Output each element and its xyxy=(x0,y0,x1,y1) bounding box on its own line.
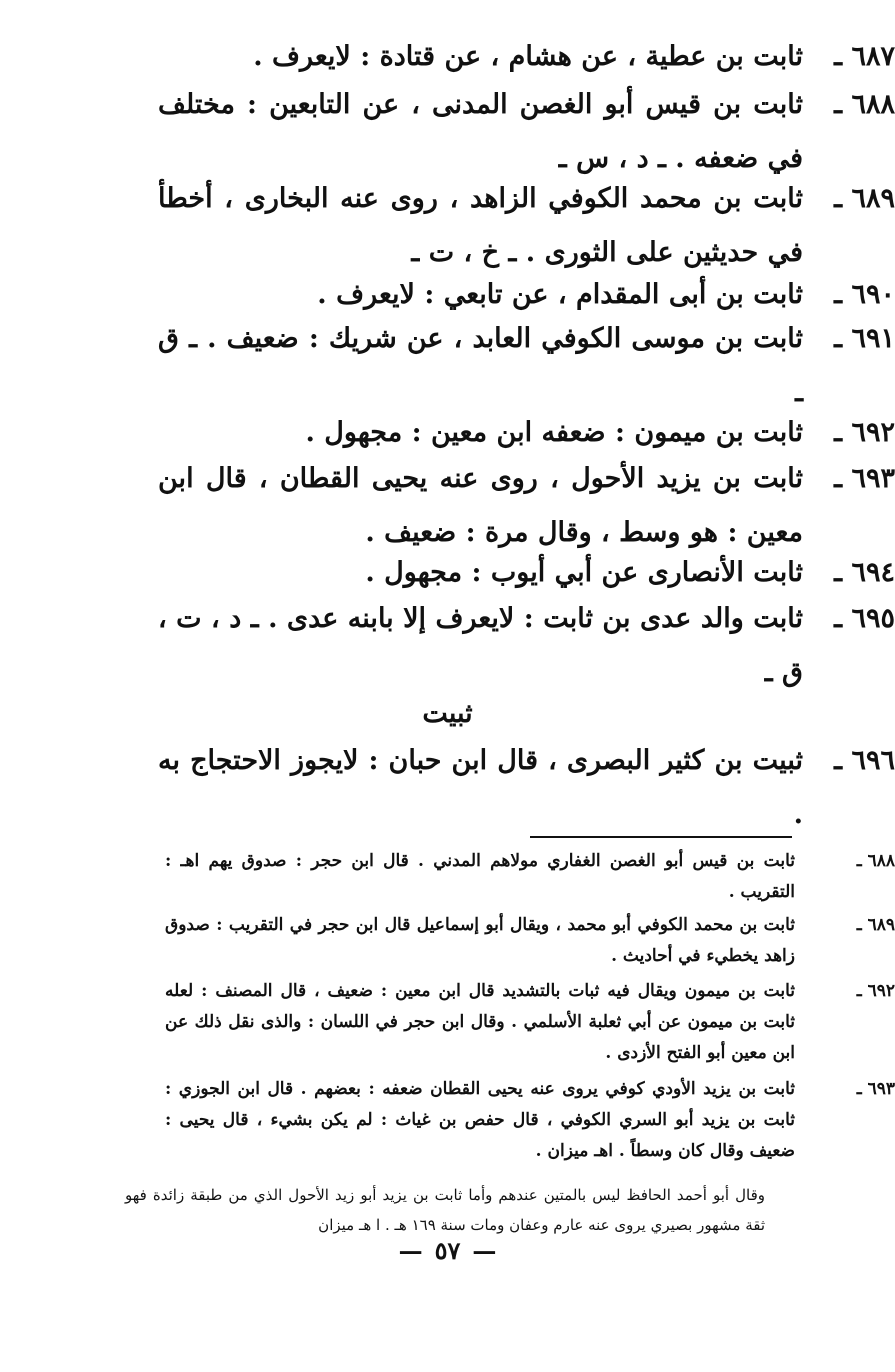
entry-687 xyxy=(158,30,895,84)
entry-689 xyxy=(158,172,895,280)
page-number xyxy=(0,1236,895,1265)
footnote-688 xyxy=(165,846,895,908)
entry-text: ثابت بن يزيد الأحول ، روى عنه يحيى القطان ، قال ابن معين : هو وسط ، وقال مرة : ضعيف . xyxy=(158,463,803,548)
footnote-text: ثابت بن ميمون ويقال فيه ثبات بالتشديد قال ابن معين : ضعيف ، قال المصنف : لعله ثابت بن ميمون عن أبي ثعلبة الأسلمي . وقال ابن حجر في اللسان : والذى نقل ذلك عن ابن معين أبو الفتح الأزدى . xyxy=(165,981,796,1063)
entry-696 xyxy=(158,734,895,842)
footnote-number: ٦٨٨ ـ xyxy=(856,851,895,871)
footnote-number: ٦٩٢ ـ xyxy=(856,981,895,1001)
page-number-value: ٥٧ xyxy=(434,1236,461,1265)
footnote-text: ثابت بن قيس أبو الغصن الغفاري مولاهم المدني . قال ابن حجر : صدوق يهم اهـ : التقريب . xyxy=(165,851,795,902)
entry-text: ثابت بن قيس أبو الغصن المدنى ، عن التابعين : مختلف في ضعفه . ـ د ، س ـ xyxy=(158,89,803,174)
entry-text: ثابت والد عدى بن ثابت : لايعرف إلا بابنه عدى . ـ د ، ت ، ق ـ xyxy=(158,603,803,688)
section-heading: ثبيت xyxy=(422,698,473,729)
entry-number: ٦٨٨ ـ xyxy=(834,89,895,120)
entry-691 xyxy=(158,312,895,420)
entry-text: ثابت الأنصارى عن أبي أيوب : مجهول . xyxy=(365,557,803,588)
footnote-693 xyxy=(165,1074,895,1167)
entry-text: ثابت بن عطية ، عن هشام ، عن قتادة : لايعرف . xyxy=(253,41,803,72)
entry-number: ٦٩٦ ـ xyxy=(834,745,895,776)
page-number-dash: — xyxy=(398,1236,423,1265)
entry-text: ثابت بن موسى الكوفي العابد ، عن شريك : ضعيف . ـ ق ـ xyxy=(158,323,803,408)
entry-number: ٦٩٣ ـ xyxy=(834,463,895,494)
entry-text: ثابت بن ميمون : ضعفه ابن معين : مجهول . xyxy=(305,417,803,448)
entry-693 xyxy=(158,452,895,560)
entry-number: ٦٨٩ ـ xyxy=(834,183,895,214)
footnote-divider xyxy=(530,836,792,838)
entry-number: ٦٨٧ ـ xyxy=(834,41,895,72)
entry-text: ثابت بن أبى المقدام ، عن تابعي : لايعرف . xyxy=(317,279,803,310)
footnote-text: ثابت بن يزيد الأودي كوفي يروى عنه يحيى القطان ضعفه : بعضهم . قال ابن الجوزي : ثابت بن يزيد أبو السري الكوفي ، قال حفص بن غياث : لم يكن بشيء ، قال يحيى : ضعيف وقال كان وسطاً . اهـ ميزان . xyxy=(165,1079,795,1161)
entry-text: ثابت بن محمد الكوفي الزاهد ، روى عنه البخارى ، أخطأ في حديثين على الثورى . ـ خ ، ت ـ xyxy=(158,183,803,268)
entry-number: ٦٩٠ ـ xyxy=(834,279,895,310)
page-number-dash: — xyxy=(472,1236,497,1265)
footnote-continuation: وقال أبو أحمد الحافظ ليس بالمتين عندهم وأما ثابت بن يزيد أبو زيد الأحول الذي من طبقة زائدة فهو ثقة مشهور بصيري يروى عنه عارم وعفان ومات سنة ١٦٩ هـ . ا هـ ميزان xyxy=(125,1186,765,1234)
entry-number: ٦٩٥ ـ xyxy=(834,603,895,634)
entry-688 xyxy=(158,78,895,186)
entry-text: ثبيت بن كثير البصرى ، قال ابن حبان : لايجوز الاحتجاج به . xyxy=(158,745,803,830)
footnote-number: ٦٩٣ ـ xyxy=(856,1079,895,1099)
entry-number: ٦٩٤ ـ xyxy=(834,557,895,588)
footnote-number: ٦٨٩ ـ xyxy=(856,915,895,935)
footnote-689 xyxy=(165,910,895,972)
entry-number: ٦٩١ ـ xyxy=(834,323,895,354)
footnote-text: ثابت بن محمد الكوفي أبو محمد ، ويقال أبو إسماعيل قال ابن حجر في التقريب : صدوق زاهد يخطيء في أحاديث . xyxy=(165,915,795,966)
entry-number: ٦٩٢ ـ xyxy=(834,417,895,448)
entry-695 xyxy=(158,592,895,700)
footnote-692 xyxy=(165,976,895,1069)
